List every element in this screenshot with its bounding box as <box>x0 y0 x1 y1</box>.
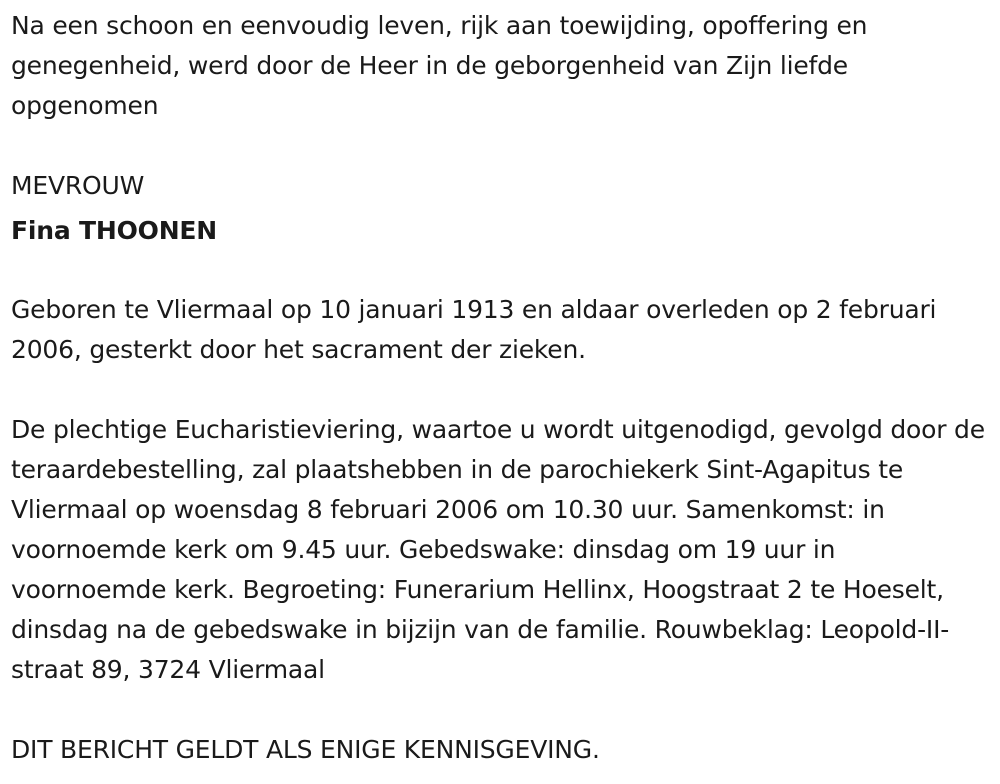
deceased-name: Fina THOONEN <box>11 216 218 245</box>
honorific-label: MEVROUW <box>11 171 145 200</box>
spacer <box>11 256 996 290</box>
spacer <box>11 126 996 166</box>
spacer <box>11 690 996 730</box>
closing-notice: DIT BERICHT GELDT ALS ENIGE KENNISGEVING. <box>11 735 600 764</box>
obituary-notice <box>11 6 996 770</box>
ceremony-paragraph: De plechtige Eucharistieviering, waartoe u wordt uitgenodigd, gevolgd door de teraardebestelling, zal plaatshebben in de parochiekerk Sint-Agapitus te Vliermaal op woensdag 8 februari 2006 om 10.30 uur. Samenkomst: in voornoemde kerk om 9.45 uur. Gebedswake: dinsdag om 19 uur in voornoemde kerk. Begroeting: Funerarium Hellinx, Hoogstraat 2 te Hoeselt, dinsdag na de gebedswake in bijzijn van de familie. Rouwbeklag: Leopold-II-straat 89, 3724 Vliermaal <box>11 415 985 684</box>
intro-paragraph: Na een schoon en eenvoudig leven, rijk aan toewijding, opoffering en genegenheid, werd door de Heer in de geborgenheid van Zijn liefde opgenomen <box>11 11 868 120</box>
birth-death-paragraph: Geboren te Vliermaal op 10 januari 1913 en aldaar overleden op 2 februari 2006, gesterkt door het sacrament der zieken. <box>11 295 937 364</box>
spacer <box>11 370 996 410</box>
